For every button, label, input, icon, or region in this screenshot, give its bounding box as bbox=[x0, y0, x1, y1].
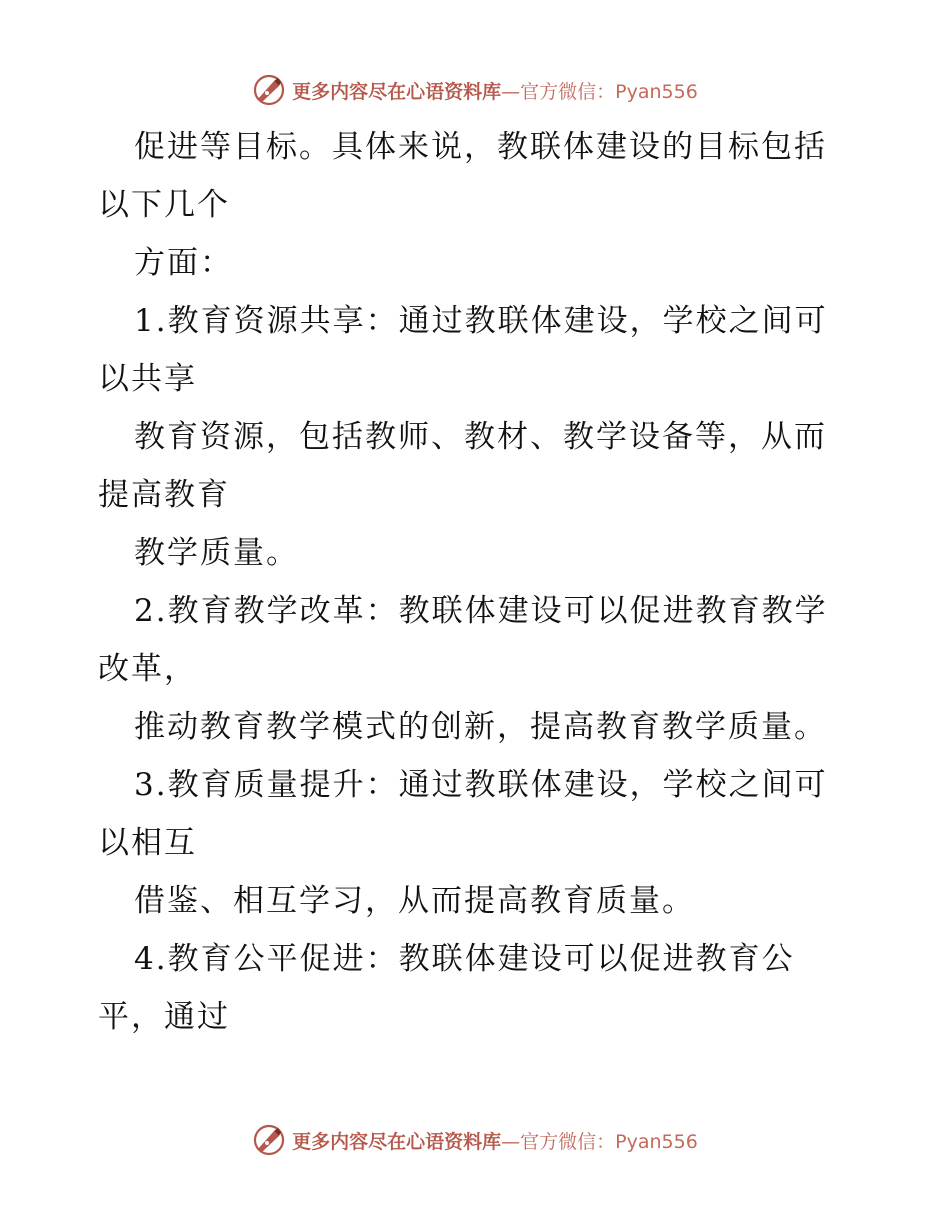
header-banner bbox=[0, 72, 950, 108]
footer-banner bbox=[0, 1122, 950, 1158]
document-line: 以相互 bbox=[98, 825, 197, 861]
banner-wechat: 官方微信：Pyan556 bbox=[520, 80, 698, 103]
document-line: 改革， bbox=[98, 651, 197, 687]
banner-wechat: 官方微信：Pyan556 bbox=[520, 1130, 698, 1153]
document-line: 促进等目标。具体来说，教联体建设的目标包括 bbox=[134, 129, 827, 165]
banner-text bbox=[292, 77, 698, 104]
document-line: 1.教育资源共享：通过教联体建设，学校之间可 bbox=[134, 303, 828, 339]
document-line: 2.教育教学改革：教联体建设可以促进教育教学 bbox=[134, 593, 828, 629]
pen-nib-logo-icon bbox=[252, 73, 286, 107]
document-line: 提高教育 bbox=[98, 477, 230, 513]
document-line: 教学质量。 bbox=[134, 535, 299, 571]
document-line: 3.教育质量提升：通过教联体建设，学校之间可 bbox=[134, 767, 828, 803]
pen-nib-logo-icon bbox=[252, 1123, 286, 1157]
banner-brand: 更多内容尽在心语资料库 bbox=[292, 80, 502, 103]
document-line: 平，通过 bbox=[98, 999, 230, 1035]
document-body bbox=[98, 118, 858, 1046]
document-line: 借鉴、相互学习，从而提高教育质量。 bbox=[134, 883, 695, 919]
banner-separator: — bbox=[501, 1130, 521, 1153]
document-line: 以共享 bbox=[98, 361, 197, 397]
document-line: 4.教育公平促进：教联体建设可以促进教育公 bbox=[134, 941, 795, 977]
banner-brand: 更多内容尽在心语资料库 bbox=[292, 1130, 502, 1153]
document-line: 教育资源，包括教师、教材、教学设备等，从而 bbox=[134, 419, 827, 455]
banner-text bbox=[292, 1127, 698, 1154]
banner-separator: — bbox=[501, 80, 521, 103]
document-line: 以下几个 bbox=[98, 187, 230, 223]
document-line: 推动教育教学模式的创新，提高教育教学质量。 bbox=[134, 709, 827, 745]
document-line: 方面： bbox=[134, 245, 233, 281]
